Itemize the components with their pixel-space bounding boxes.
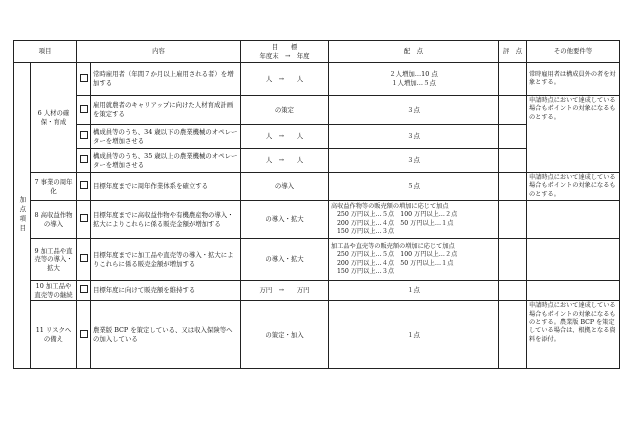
- evaluation-cell[interactable]: [499, 201, 527, 239]
- content-cell: 雇用就農者のキャリアップに向けた人材育成計画を策定する: [91, 96, 241, 125]
- table-row: [14, 96, 620, 125]
- checkbox-cell: [77, 149, 91, 173]
- points-line: 200 万円以上…４点 50 万円以上…１点: [337, 219, 454, 227]
- table-row: [14, 63, 620, 96]
- item-cell: 8 高収益作物の導入: [31, 201, 77, 239]
- table-row: [14, 173, 620, 201]
- content-cell: 構成員等のうち、34 歳以下の農業機械のオペレーターを増加させる: [91, 125, 241, 149]
- other-note: 申請時点において達成している場合もポイントの対象になるものとする。: [529, 97, 616, 121]
- checkbox-cell: [77, 125, 91, 149]
- points-cell: [329, 125, 499, 149]
- points-line: ３点: [407, 156, 420, 165]
- evaluation-cell[interactable]: [499, 149, 527, 173]
- item-cell: 9 加工品や直売等の導入・拡大: [31, 239, 77, 281]
- content-cell: 目標年度までに周年作業体系を確立する: [91, 173, 241, 201]
- checkbox-cell: [77, 173, 91, 201]
- points-cell: [329, 149, 499, 173]
- checkbox-cell: [77, 201, 91, 239]
- points-line: 150 万円以上…３点: [337, 267, 395, 275]
- points-cell: [329, 201, 499, 239]
- table-row: [14, 201, 620, 239]
- other-cell: [527, 96, 620, 173]
- other-cell: 申請時点において達成している場合もポイントの対象になるものとする。農業版 BCP を策定している場合は、根拠となる資料を添付。: [527, 301, 620, 369]
- points-line: 200 万円以上…４点 50 万円以上…１点: [337, 259, 454, 267]
- other-cell: 申請時点において達成している場合もポイントの対象になるものとする。: [527, 173, 620, 201]
- item-cell: 6 人材の確保・育成: [31, 63, 77, 173]
- checkbox[interactable]: [80, 181, 88, 189]
- header-row: [14, 41, 620, 63]
- item-cell: 7 事業の周年化: [31, 173, 77, 201]
- points-cell: [329, 173, 499, 201]
- evaluation-cell[interactable]: [499, 125, 527, 149]
- points-line: 250 万円以上…５点 100 万円以上…２点: [337, 251, 458, 259]
- target-cell[interactable]: の導入・拡大: [241, 201, 329, 239]
- content-cell: 目標年度までに加工品や直売等の導入・拡大によりこれらに係る販売金額が増加する: [91, 239, 241, 281]
- checkbox[interactable]: [80, 330, 88, 338]
- evaluation-table: [13, 40, 620, 369]
- target-cell[interactable]: の策定: [241, 96, 329, 125]
- checkbox[interactable]: [80, 254, 88, 262]
- evaluation-cell[interactable]: [499, 301, 527, 369]
- checkbox[interactable]: [80, 285, 88, 293]
- checkbox[interactable]: [80, 214, 88, 222]
- other-cell: [527, 281, 620, 301]
- checkbox[interactable]: [80, 131, 88, 139]
- points-cell: [329, 301, 499, 369]
- header-content: 内容: [77, 41, 241, 63]
- target-cell[interactable]: の策定・加入: [241, 301, 329, 369]
- table-row: [14, 301, 620, 369]
- other-cell: [527, 201, 620, 239]
- checkbox-cell: [77, 281, 91, 301]
- checkbox-cell: [77, 239, 91, 281]
- header-other: その他要件等: [527, 41, 620, 63]
- header-points: 配 点: [329, 41, 499, 63]
- points-line: １人増加…５点: [391, 79, 436, 87]
- checkbox-cell: [77, 96, 91, 125]
- points-line: ２人増加…10 点: [389, 70, 438, 79]
- points-line: １点: [407, 286, 420, 295]
- header-target: [241, 41, 329, 63]
- checkbox[interactable]: [80, 155, 88, 163]
- target-cell[interactable]: 人 → 人: [241, 125, 329, 149]
- other-cell: 常時雇用者は構成員外の者を対象とする。: [527, 63, 620, 96]
- checkbox-cell: [77, 301, 91, 369]
- table-row: [14, 239, 620, 281]
- target-cell[interactable]: 人 → 人: [241, 63, 329, 96]
- points-line: １点: [407, 330, 420, 339]
- target-cell[interactable]: の導入: [241, 173, 329, 201]
- points-line: ３点: [407, 105, 420, 114]
- points-cell: [329, 96, 499, 125]
- content-cell: 目標年度までに高収益作物や有機農産物の導入・拡大によりこれらに係る販売金額が増加する: [91, 201, 241, 239]
- item-cell: 11 リスクへの備え: [31, 301, 77, 369]
- points-line: 150 万円以上…３点: [337, 227, 395, 235]
- evaluation-cell[interactable]: [499, 173, 527, 201]
- content-cell: 目標年度に向けて販売額を維持する: [91, 281, 241, 301]
- evaluation-cell[interactable]: [499, 281, 527, 301]
- other-cell: [527, 239, 620, 281]
- content-cell: 農業版 BCP を策定している、又は収入保険等への加入している: [91, 301, 241, 369]
- target-cell[interactable]: 万円 → 万円: [241, 281, 329, 301]
- content-cell: 構成員等のうち、35 歳以上の農業機械のオペレーターを増加させる: [91, 149, 241, 173]
- checkbox-cell: [77, 63, 91, 96]
- points-cell: [329, 239, 499, 281]
- checkbox[interactable]: [80, 74, 88, 82]
- item-cell: 10 加工品や直売等の継続: [31, 281, 77, 301]
- points-line: ３点: [407, 132, 420, 141]
- checkbox[interactable]: [80, 105, 88, 113]
- points-lead: 高収益作物等の販売額の増加に応じて加点: [331, 202, 449, 210]
- evaluation-cell[interactable]: [499, 96, 527, 125]
- points-line: ５点: [407, 182, 420, 191]
- header-target-line2: 年度末 → 年度: [259, 51, 310, 60]
- points-cell: [329, 63, 499, 96]
- header-item: 項目: [14, 41, 77, 63]
- target-cell[interactable]: 人 → 人: [241, 149, 329, 173]
- table-row: [14, 281, 620, 301]
- points-lead: 加工品や直売等の販売額の増加に応じて加点: [331, 242, 455, 250]
- group-label: 加点項目: [18, 195, 27, 234]
- group-label-cell: [14, 63, 31, 369]
- header-target-line1: 目 標: [271, 42, 298, 51]
- target-cell[interactable]: の導入・拡大: [241, 239, 329, 281]
- header-evaluation: 評 点: [499, 41, 527, 63]
- evaluation-cell[interactable]: [499, 239, 527, 281]
- points-cell: [329, 281, 499, 301]
- points-line: 250 万円以上…５点 100 万円以上…２点: [337, 211, 458, 219]
- content-cell: 常時雇用者（年間７か月以上雇用される者）を増加する: [91, 63, 241, 96]
- evaluation-cell[interactable]: [499, 63, 527, 96]
